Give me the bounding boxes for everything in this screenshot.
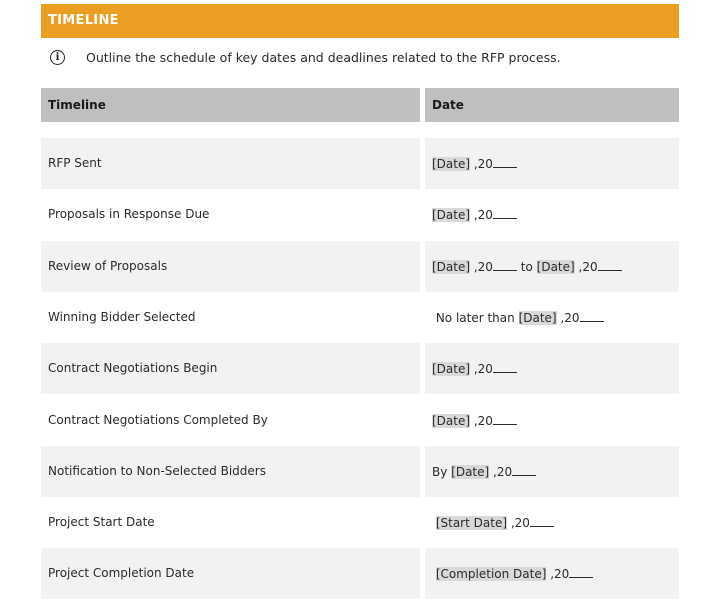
- event-label: Review of Proposals: [48, 258, 168, 273]
- year-prefix-end: ,20: [574, 259, 598, 274]
- table-row-event-cell: [41, 497, 420, 548]
- date-value[interactable]: [432, 207, 517, 222]
- event-label: Project Start Date: [48, 515, 155, 530]
- date-value[interactable]: [432, 515, 554, 530]
- year-blank[interactable]: [493, 361, 517, 373]
- column-header-date: Date: [425, 88, 679, 122]
- date-value[interactable]: [432, 361, 517, 376]
- date-placeholder[interactable]: [Date]: [432, 157, 471, 171]
- date-value[interactable]: [432, 413, 517, 428]
- date-value[interactable]: [432, 566, 593, 581]
- table-row-event-cell: [41, 548, 420, 599]
- table-row-date-cell[interactable]: [425, 189, 679, 240]
- year-prefix: ,20: [489, 464, 513, 479]
- table-row-event-cell: [41, 446, 420, 497]
- date-prefix: By: [432, 464, 452, 479]
- date-placeholder[interactable]: [Date]: [432, 362, 471, 377]
- date-value[interactable]: [432, 310, 604, 325]
- date-placeholder[interactable]: [Start Date]: [435, 516, 508, 531]
- table-row-event-cell: [41, 138, 420, 189]
- table-row-date-cell[interactable]: [425, 343, 679, 394]
- table-row-event-cell: [41, 343, 420, 394]
- event-label: Contract Negotiations Completed By: [48, 412, 268, 427]
- date-placeholder-end[interactable]: [Date]: [536, 259, 575, 274]
- date-value[interactable]: [432, 464, 536, 479]
- event-label: Contract Negotiations Begin: [48, 361, 218, 376]
- table-row-date-cell[interactable]: [425, 395, 679, 446]
- year-blank[interactable]: [493, 156, 517, 168]
- year-prefix: ,20: [470, 157, 493, 171]
- event-label: Proposals in Response Due: [48, 207, 210, 222]
- table-row-event-cell: [41, 189, 420, 240]
- year-prefix: ,20: [556, 310, 580, 325]
- column-header-timeline: Timeline: [41, 88, 420, 122]
- date-placeholder[interactable]: [Date]: [432, 413, 471, 428]
- table-row-date-cell[interactable]: [425, 548, 679, 599]
- range-separator: to: [516, 259, 537, 274]
- year-blank[interactable]: [569, 566, 593, 578]
- intro-text: Outline the schedule of key dates and deadlines related to the RFP process.: [86, 49, 561, 65]
- table-row-date-cell[interactable]: [425, 292, 679, 343]
- date-placeholder[interactable]: [Date]: [432, 259, 471, 274]
- event-label: Notification to Non-Selected Bidders: [48, 463, 266, 478]
- date-placeholder[interactable]: [Date]: [432, 208, 471, 223]
- info-circle-icon: i: [50, 50, 65, 65]
- year-blank[interactable]: [493, 259, 517, 271]
- intro-row: [50, 47, 561, 67]
- date-value[interactable]: [432, 259, 622, 274]
- section-banner: [41, 4, 679, 38]
- year-prefix: ,20: [470, 208, 493, 223]
- date-prefix: No later than: [432, 310, 519, 325]
- table-row-event-cell: [41, 292, 420, 343]
- table-row-date-cell[interactable]: [425, 446, 679, 497]
- year-blank[interactable]: [493, 413, 517, 425]
- date-placeholder[interactable]: [Completion Date]: [435, 567, 547, 582]
- year-blank[interactable]: [580, 310, 604, 322]
- event-label: Winning Bidder Selected: [48, 309, 196, 324]
- table-row-event-cell: [41, 395, 420, 446]
- year-blank-end[interactable]: [598, 259, 622, 271]
- year-blank[interactable]: [512, 464, 536, 476]
- year-blank[interactable]: [493, 207, 517, 219]
- table-row-date-cell[interactable]: [425, 497, 679, 548]
- year-blank[interactable]: [530, 515, 554, 527]
- date-placeholder[interactable]: [Date]: [518, 310, 557, 325]
- event-label: Project Completion Date: [48, 566, 195, 581]
- section-title: TIMELINE: [48, 13, 119, 28]
- year-prefix: ,20: [546, 567, 570, 582]
- date-placeholder[interactable]: [Date]: [451, 464, 490, 479]
- year-prefix: ,20: [470, 413, 493, 428]
- event-label: RFP Sent: [48, 156, 102, 170]
- table-row-event-cell: [41, 241, 420, 292]
- table-row-date-cell[interactable]: [425, 138, 679, 189]
- year-prefix: ,20: [470, 362, 493, 377]
- year-prefix: ,20: [507, 516, 530, 531]
- year-prefix: ,20: [470, 259, 493, 274]
- table-row-date-cell[interactable]: [425, 241, 679, 292]
- date-value[interactable]: [432, 156, 517, 171]
